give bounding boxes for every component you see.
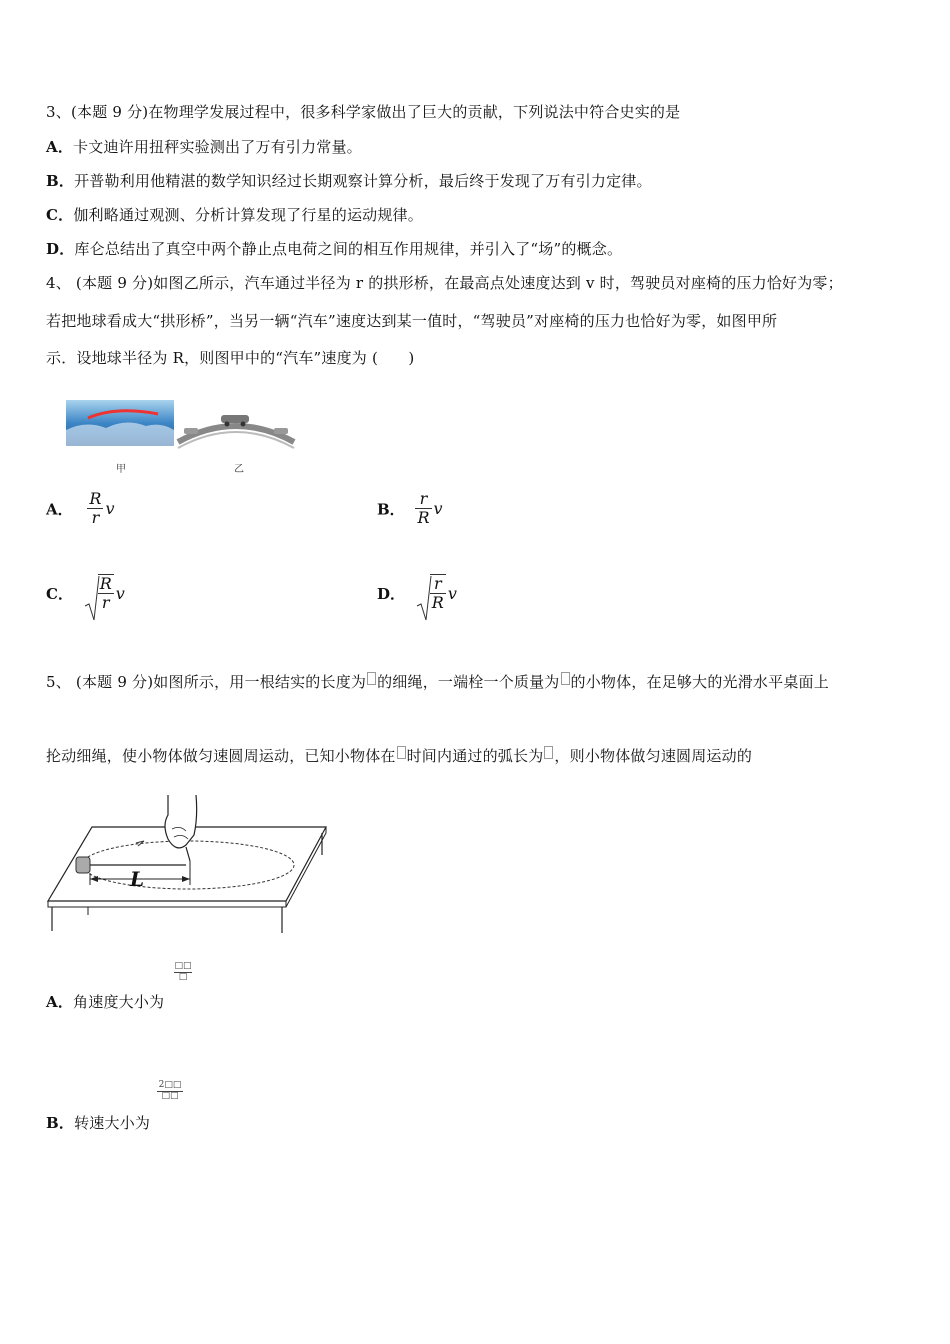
- figure-label-yi: 乙: [234, 464, 244, 475]
- missing-symbol-box: [544, 746, 553, 759]
- q4-stem-line2: 若把地球看成大“拱形桥”，当另一辆“汽车”速度达到某一值时，“驾驶员”对座椅的压力也恰好为零，如图甲所: [46, 312, 778, 330]
- car-on-bridge-icon: [221, 415, 249, 423]
- earth-bridge-diagram: [66, 400, 296, 475]
- q5-option-a: A．角速度大小为: [46, 993, 165, 1011]
- q4-stem-line3: 示．设地球半径为 R，则图甲中的“汽车”速度为 ( ): [46, 349, 415, 367]
- q3-option-d: D．库仑总结出了真空中两个静止点电荷之间的相互作用规律，并引入了“场”的概念。: [46, 240, 623, 258]
- small-object: [76, 857, 90, 873]
- q4-option-b: B． $\frac{r}{R}$ v: [377, 489, 443, 528]
- missing-symbol-box: [397, 746, 406, 759]
- q4-stem-line1: 4、 (本题 9 分)如图乙所示，汽车通过半径为 r 的拱形桥，在最高点处速度达到 v 时，驾驶员对座椅的压力恰好为零；: [46, 274, 843, 292]
- q5-option-b-formula: 2□□ □□: [158, 1080, 182, 1101]
- q4-option-a: A． $\frac{R}{r}$ v: [46, 489, 115, 528]
- table-circular-motion-diagram: [46, 795, 336, 935]
- q4-option-c: C． $\frac{R}{r}$ v: [46, 574, 125, 613]
- q5-stem-line2: 抡动细绳，使小物体做匀速圆周运动，已知小物体在 时间内通过的弧长为 ，则小物体做匀速圆周运动的: [46, 747, 753, 765]
- q3-option-c: C．伽利略通过观测、分析计算发现了行星的运动规律。: [46, 206, 423, 224]
- missing-symbol-box: [367, 672, 376, 685]
- q5-stem-line1: 5、 (本题 9 分)如图所示，用一根结实的长度为 的细绳，一端栓一个质量为 的小物体，在足够大的光滑水平桌面上: [46, 673, 829, 691]
- q5-option-b: B．转速大小为: [46, 1114, 151, 1132]
- q3-stem: 3、(本题 9 分)在物理学发展过程中，很多科学家做出了巨大的贡献，下列说法中符合史实的是: [46, 103, 681, 121]
- length-label-L: L: [130, 867, 145, 891]
- q3-option-b: B．开普勒利用他精湛的数学知识经过长期观察计算分析，最后终于发现了万有引力定律。: [46, 172, 652, 190]
- q5-figure: [46, 795, 336, 935]
- hand-icon: [165, 795, 197, 848]
- missing-symbol-box: [561, 672, 570, 685]
- q3-option-a: A．卡文迪许用扭秤实验测出了万有引力常量。: [46, 138, 362, 156]
- figure-label-jia: 甲: [116, 464, 126, 475]
- q5-option-a-formula: □□ □: [174, 961, 192, 982]
- q4-option-d: D． $\frac{r}{R}$ v: [377, 574, 457, 613]
- q4-figure: [66, 400, 296, 475]
